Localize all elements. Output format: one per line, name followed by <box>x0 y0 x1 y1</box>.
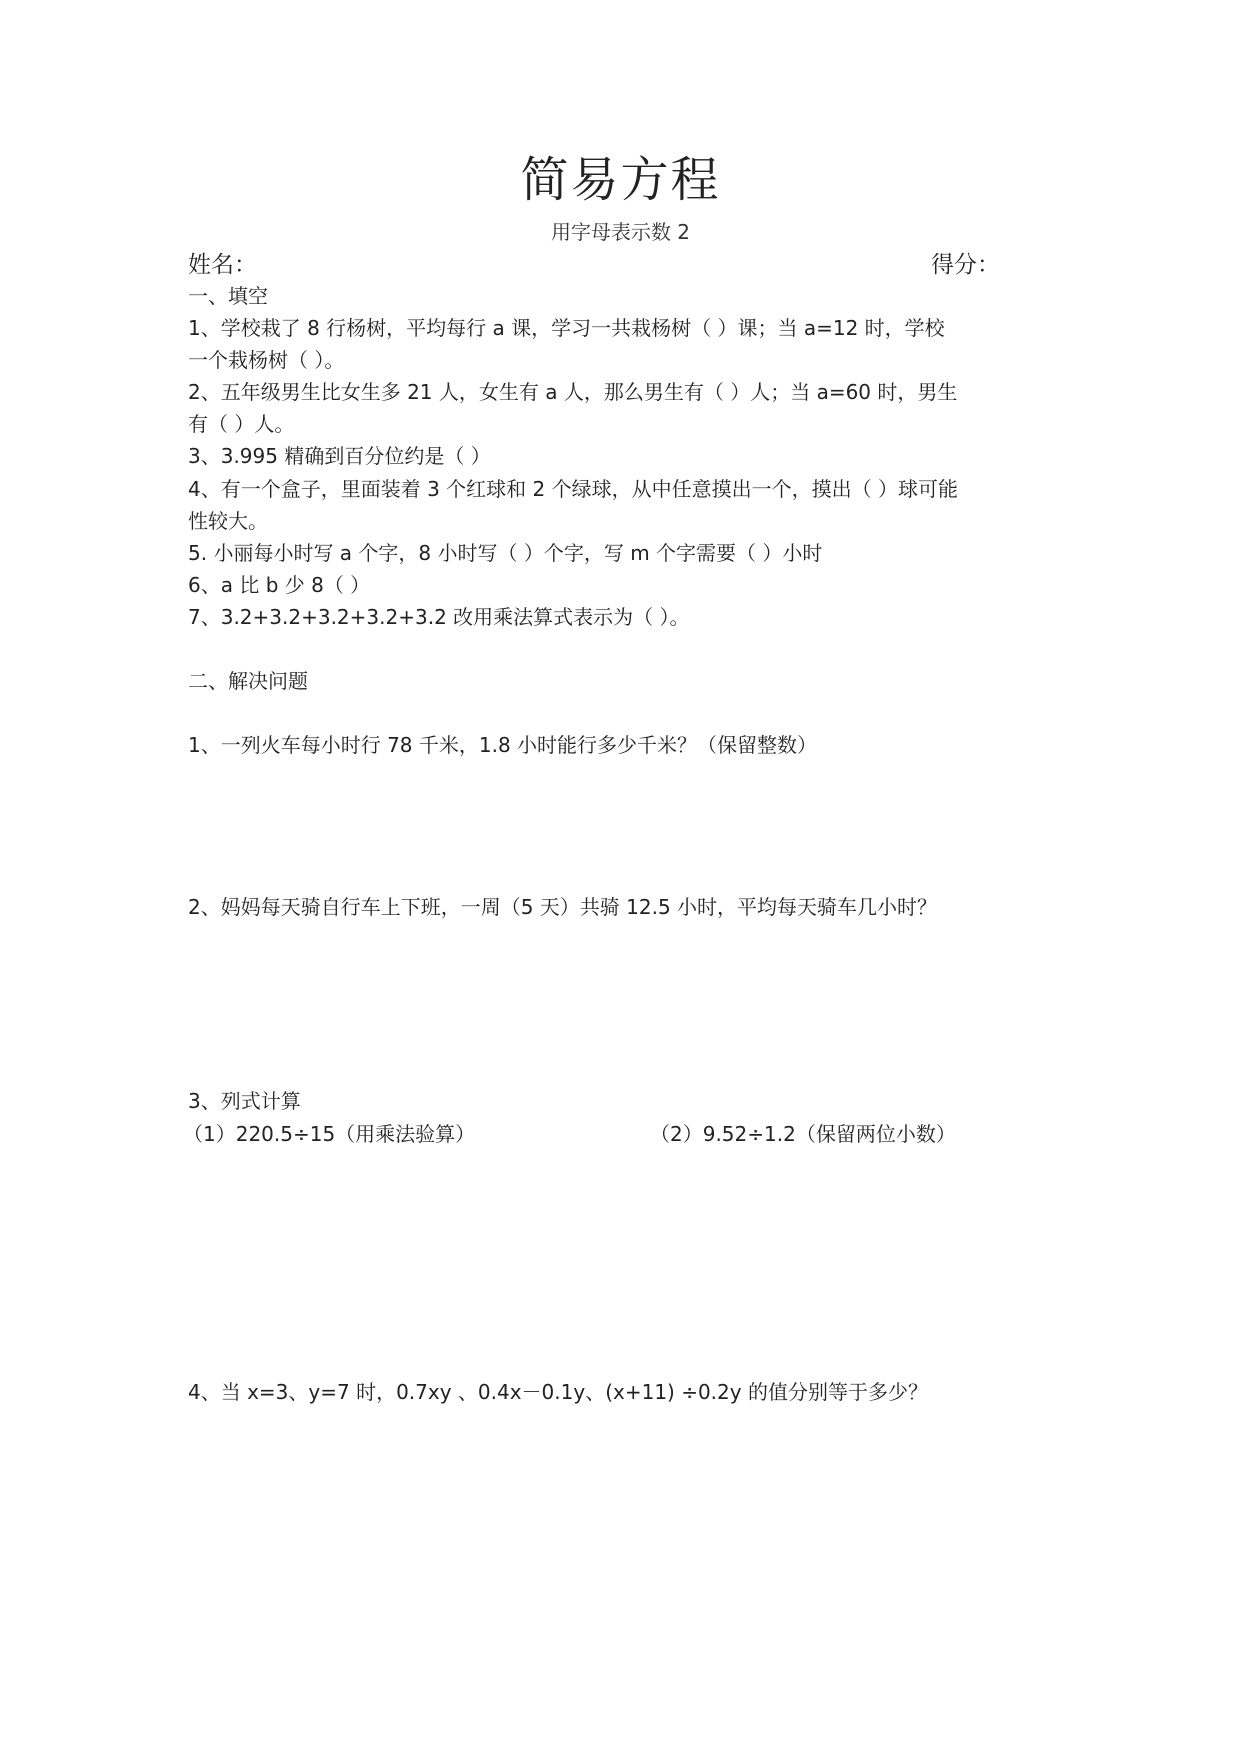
problem-3-part-2: （2）9.52÷1.2（保留两位小数） <box>650 1122 956 1146</box>
question-3: 3、3.995 精确到百分位约是（ ） <box>188 444 491 468</box>
question-5: 5. 小丽每小时写 a 个字，8 小时写（ ）个字，写 m 个字需要（ ）小时 <box>188 541 823 565</box>
problem-1: 1、一列火车每小时行 78 千米，1.8 小时能行多少千米？（保留整数） <box>188 733 818 757</box>
page-title: 简易方程 <box>520 152 721 208</box>
problem-2: 2、妈妈每天骑自行车上下班，一周（5 天）共骑 12.5 小时，平均每天骑车几小时？ <box>188 895 938 919</box>
question-1-line-2: 一个栽杨树（ ）。 <box>188 348 345 372</box>
score-label: 得分： <box>931 252 1000 278</box>
question-2-line-1: 2、五年级男生比女生多 21 人，女生有 a 人，那么男生有（ ）人；当 a=60 时，男生 <box>188 380 958 404</box>
question-2-line-2: 有（ ）人。 <box>188 412 295 436</box>
question-7: 7、3.2+3.2+3.2+3.2+3.2 改用乘法算式表示为（ ）。 <box>188 605 690 629</box>
name-label: 姓名： <box>188 252 257 278</box>
question-1-line-1: 1、学校栽了 8 行杨树，平均每行 a 课，学习一共栽杨树（ ）课；当 a=12 时，学校 <box>188 316 945 340</box>
problem-3-part-1: （1）220.5÷15（用乘法验算） <box>183 1122 476 1146</box>
section2-heading: 二、解决问题 <box>188 669 308 693</box>
question-4-line-2: 性较大。 <box>188 509 268 533</box>
question-4-line-1: 4、有一个盒子，里面装着 3 个红球和 2 个绿球，从中任意摸出一个，摸出（ ）球可能 <box>188 477 958 501</box>
question-6: 6、a 比 b 少 8（ ） <box>188 573 371 597</box>
problem-3-heading: 3、列式计算 <box>188 1089 301 1113</box>
problem-4: 4、当 x=3、y=7 时，0.7xy 、0.4x－0.1y、(x+11) ÷0.2y 的值分别等于多少？ <box>188 1380 928 1404</box>
section1-heading: 一、填空 <box>188 284 268 308</box>
page-subtitle: 用字母表示数 2 <box>550 220 691 244</box>
